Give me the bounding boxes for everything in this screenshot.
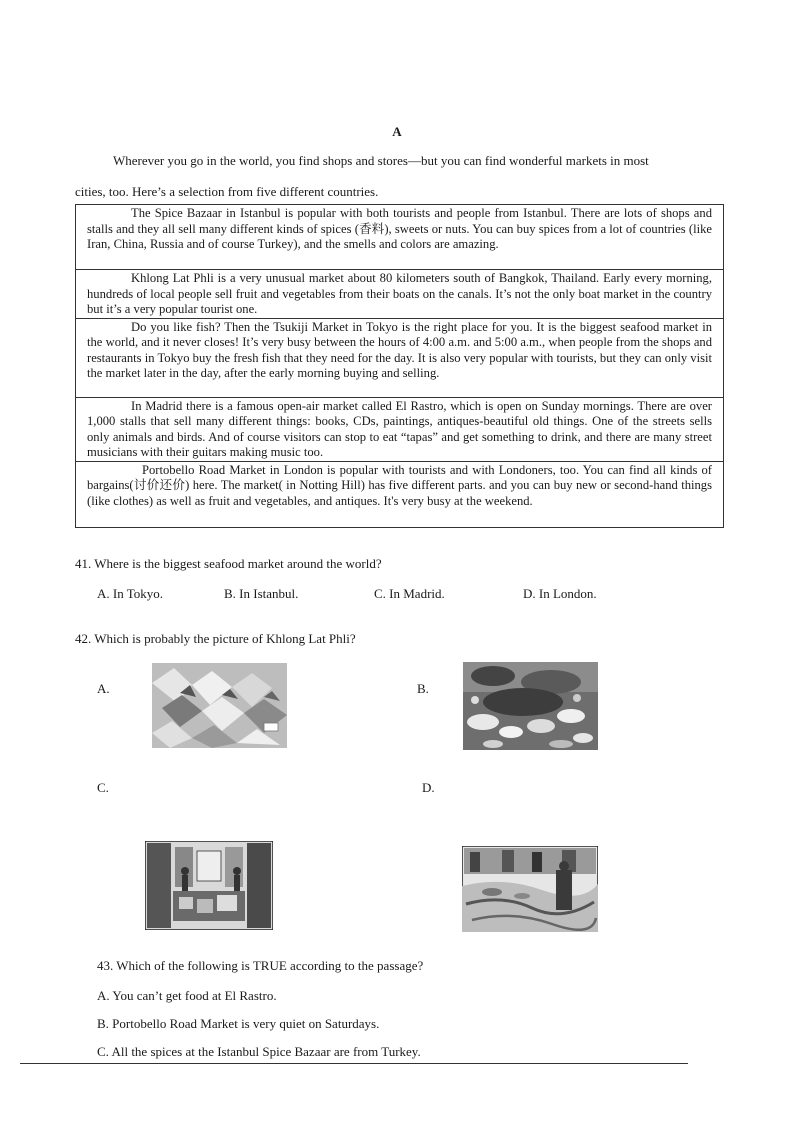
- market-text: Do you like fish? Then the Tsukiji Market in Tokyo is the right place for you. It is the biggest seafood market in the world, and it never closes! It’s very busy between the hours of 4:00 a.m. and 5:00 a.m., when people from the shops and restaurants in Tokyo buy the fresh fish that they need for the day. It is also very popular with tourists, but they can only visit the market later in the day, after the early morning buying and selling.: [87, 319, 712, 380]
- market-text: Khlong Lat Phli is a very unusual market about 80 kilometers south of Bangkok, Thailand. Early every morning, hundreds of local people sell fruit and vegetables from their boats on the canals. It’s not the only boat market in the country but it’s a very popular tourist one.: [87, 271, 712, 316]
- section-title: A: [392, 124, 402, 139]
- q41-option-b[interactable]: B. In Istanbul.: [224, 586, 299, 601]
- market-text: Portobello Road Market in London is popular with tourists and with Londoners, too. You can find all kinds of bargains(讨价还价) here. The market( in Notting Hill) has five different parts. and you can buy new or second-hand things (like clothes) as well as fruit and vegetables, and antiques. It's very busy at the weekend.: [87, 462, 712, 508]
- market-row-madrid: [76, 397, 724, 461]
- question-41: 41. Where is the biggest seafood market around the world?: [75, 556, 382, 571]
- question-42: 42. Which is probably the picture of Khlong Lat Phli?: [75, 631, 356, 646]
- market-row-london: [76, 461, 724, 527]
- picture-option-b[interactable]: [463, 662, 598, 750]
- market-row-bangkok: [76, 270, 724, 319]
- market-text: The Spice Bazaar in Istanbul is popular with both tourists and people from Istanbul. There are lots of shops and stalls and they all sell many different kinds of spices (香料), sweets or nuts. You can buy spices from a lot of countries (like Iran, China, Russia and of course Turkey), and the smells and colors are amazing.: [87, 206, 712, 251]
- market-row-tokyo: [76, 318, 724, 397]
- picture-option-c[interactable]: [145, 841, 273, 930]
- q41-option-d[interactable]: D. In London.: [523, 586, 597, 601]
- q43-option-b[interactable]: B. Portobello Road Market is very quiet on Saturdays.: [97, 1016, 380, 1031]
- question-43: 43. Which of the following is TRUE according to the passage?: [97, 958, 424, 973]
- picture-option-d[interactable]: [462, 846, 598, 932]
- q42-label-a[interactable]: A.: [97, 681, 110, 696]
- q42-label-b[interactable]: B.: [417, 681, 429, 696]
- intro-line-1: Wherever you go in the world, you find shops and stores—but you can find wonderful markets in most: [113, 153, 649, 168]
- q42-label-d[interactable]: D.: [422, 780, 435, 795]
- footer-divider: [20, 1063, 688, 1064]
- q43-option-a[interactable]: A. You can’t get food at El Rastro.: [97, 988, 277, 1003]
- q41-option-c[interactable]: C. In Madrid.: [374, 586, 445, 601]
- market-row-istanbul: [76, 205, 724, 270]
- q42-label-c[interactable]: C.: [97, 780, 109, 795]
- intro-line-2: cities, too. Here’s a selection from five different countries.: [75, 184, 379, 199]
- picture-option-a[interactable]: [152, 663, 287, 748]
- markets-table: [75, 204, 724, 528]
- q41-option-a[interactable]: A. In Tokyo.: [97, 586, 164, 601]
- q43-option-c[interactable]: C. All the spices at the Istanbul Spice Bazaar are from Turkey.: [97, 1044, 421, 1059]
- market-text: In Madrid there is a famous open-air market called El Rastro, which is open on Sunday mornings. There are over 1,000 stalls that sell many different things: books, CDs, paintings, antiques-beautiful old things. One of the streets sells only animals and birds. And of course visitors can stop to eat “tapas” and get something to drink, and there are many street musicians with their guitars making music too.: [87, 398, 712, 459]
